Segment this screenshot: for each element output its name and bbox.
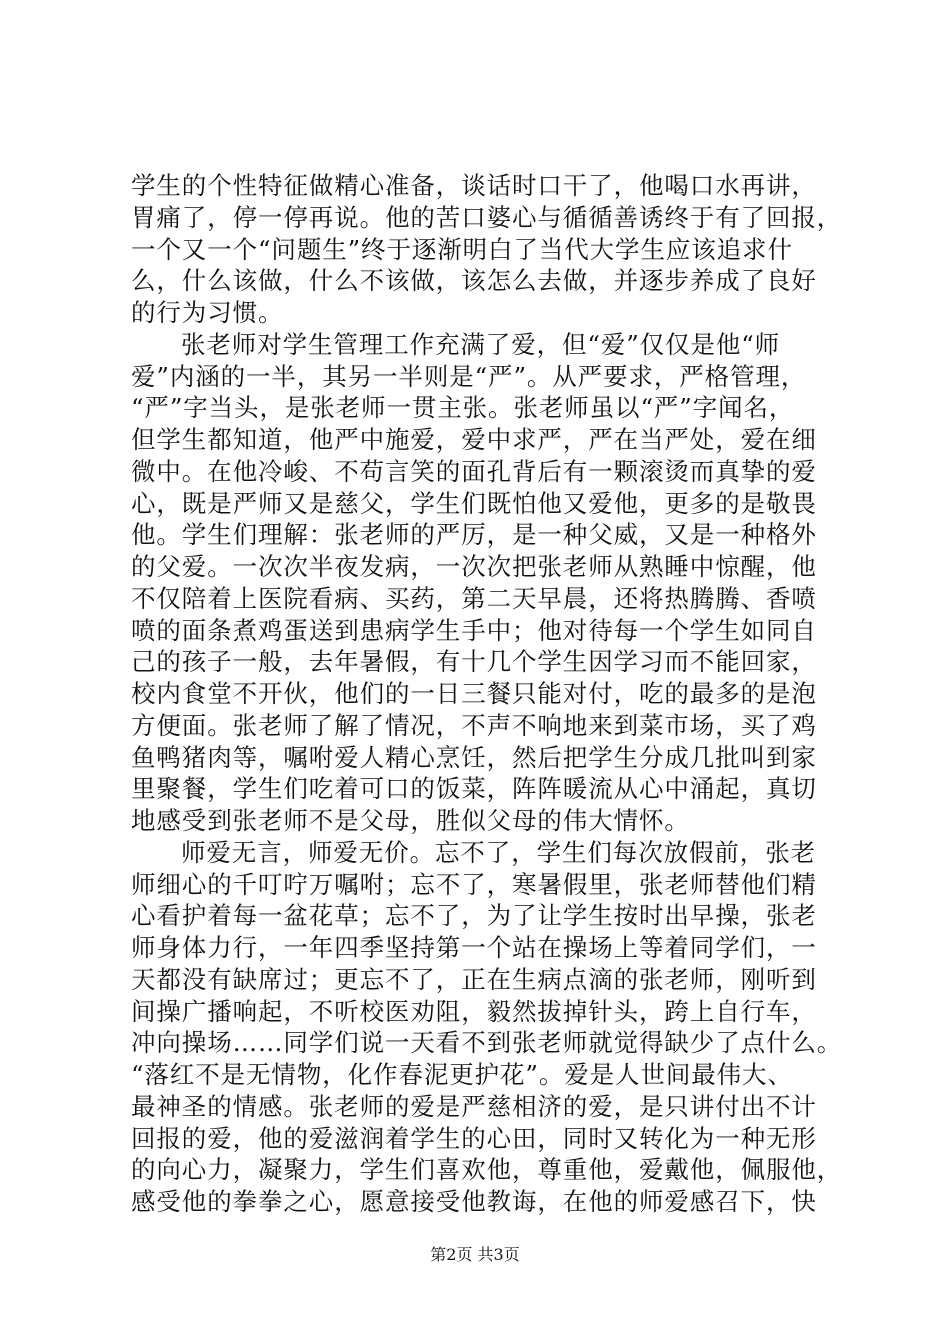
text-line: 心看护着每一盆花草；忘不了，为了让学生按时出早操，张老 — [131, 901, 817, 930]
text-line: 师细心的千叮咛万嘱咐；忘不了，寒暑假里，张老师替他们精 — [131, 870, 817, 899]
text-line: 间操广播响起，不听校医劝阻，毅然拔掉针头，跨上自行车， — [131, 997, 817, 1026]
text-line: 校内食堂不开伙，他们的一日三餐只能对付，吃的最多的是泡 — [131, 679, 817, 708]
text-line: 的行为习惯。 — [131, 298, 284, 327]
text-line: 天都没有缺席过；更忘不了，正在生病点滴的张老师，刚听到 — [131, 965, 817, 994]
text-line: 里聚餐，学生们吃着可口的饭菜，阵阵暖流从心中涌起，真切 — [131, 774, 817, 803]
text-line: 爱”内涵的一半，其另一半则是“严”。从严要求，严格管理， — [131, 362, 807, 391]
text-line: 胃痛了，停一停再说。他的苦口婆心与循循善诱终于有了回报， — [131, 203, 843, 232]
text-line: 感受他的拳拳之心，愿意接受他教诲，在他的师爱感召下，快 — [131, 1187, 817, 1216]
text-line: 但学生都知道，他严中施爱，爱中求严，严在当严处，爱在细 — [131, 425, 817, 454]
page-footer: 第2页 共3页 — [430, 1245, 520, 1264]
text-line: 鱼鸭猪肉等，嘱咐爱人精心烹饪，然后把学生分成几批叫到家 — [131, 743, 817, 772]
text-line: 心，既是严师又是慈父，学生们既怕他又爱他，更多的是敬畏 — [131, 489, 817, 518]
text-line: 的向心力，凝聚力，学生们喜欢他，尊重他，爱戴他，佩服他， — [131, 1155, 843, 1184]
text-line: 己的孩子一般，去年暑假，有十几个学生因学习而不能回家， — [131, 647, 817, 676]
paragraph-first-line: 张老师对学生管理工作充满了爱，但“爱”仅仅是他“师 — [181, 330, 781, 359]
text-line: 学生的个性特征做精心准备，谈话时口干了，他喝口水再讲， — [131, 171, 817, 200]
text-line: 不仅陪着上医院看病、买药，第二天早晨，还将热腾腾、香喷 — [131, 584, 817, 613]
text-line: “落红不是无情物，化作春泥更护花”。爱是人世间最伟大、 — [131, 1060, 793, 1089]
text-line: 回报的爱，他的爱滋润着学生的心田，同时又转化为一种无形 — [131, 1124, 817, 1153]
text-line: 么，什么该做，什么不该做，该怎么去做，并逐步养成了良好 — [131, 266, 817, 295]
text-line: 一个又一个“问题生”终于逐渐明白了当代大学生应该追求什 — [131, 235, 793, 264]
text-line: “严”字当头，是张老师一贯主张。张老师虽以“严”字闻名， — [131, 393, 795, 422]
text-line: 他。学生们理解：张老师的严厉，是一种父威，又是一种格外 — [131, 520, 817, 549]
text-line: 师身体力行，一年四季坚持第一个站在操场上等着同学们，一 — [131, 933, 817, 962]
text-line: 微中。在他冷峻、不苟言笑的面孔背后有一颗滚烫而真挚的爱 — [131, 457, 817, 486]
text-line: 的父爱。一次次半夜发病，一次次把张老师从熟睡中惊醒，他 — [131, 552, 817, 581]
text-line: 方便面。张老师了解了情况，不声不响地来到菜市场，买了鸡 — [131, 711, 817, 740]
text-line: 冲向操场……同学们说一天看不到张老师就觉得缺少了点什么。 — [131, 1028, 843, 1057]
text-line: 最神圣的情感。张老师的爱是严慈相济的爱，是只讲付出不计 — [131, 1092, 817, 1121]
text-line: 地感受到张老师不是父母，胜似父母的伟大情怀。 — [131, 806, 690, 835]
paragraph-first-line: 师爱无言，师爱无价。忘不了，学生们每次放假前，张老 — [181, 838, 816, 867]
text-line: 喷的面条煮鸡蛋送到患病学生手中；他对待每一个学生如同自 — [131, 616, 817, 645]
